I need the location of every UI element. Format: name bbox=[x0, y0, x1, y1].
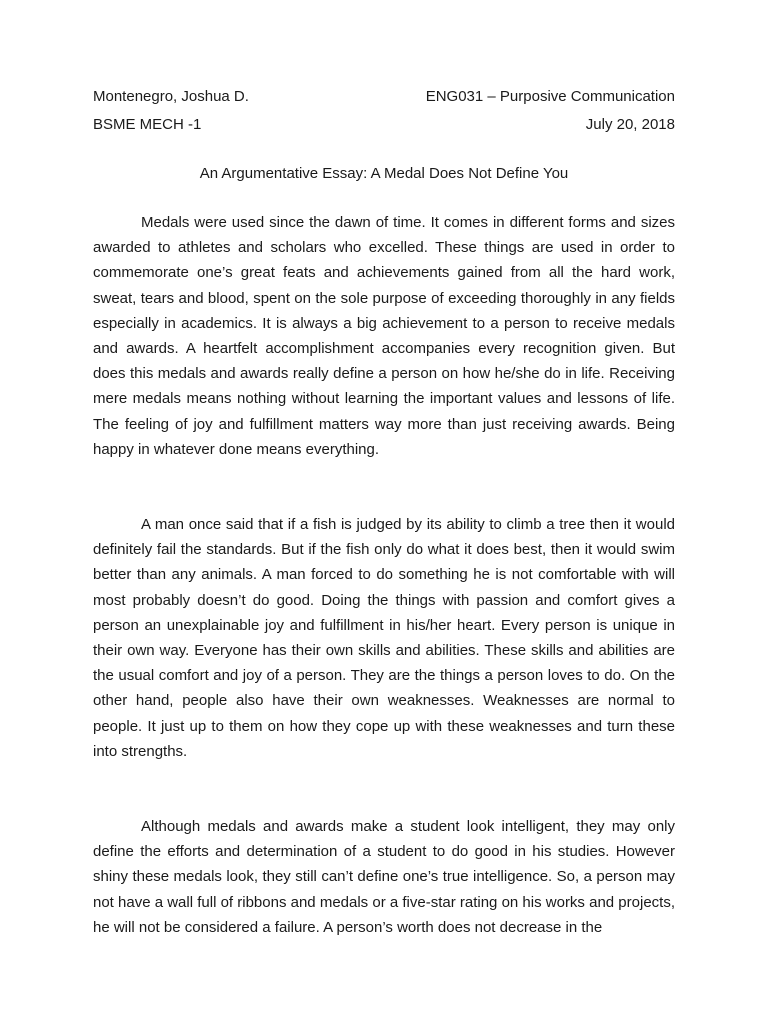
paragraph-3: Although medals and awards make a student look intelligent, they may only define the efforts and determination of a student to do good in his studies. However shiny these medals look, they still can’t define one’s true intelligence. So, a person may not have a wall full of ribbons and medals or a five-star rating on his works and projects, he will not be considered a failure. A person’s worth does not decrease in the bbox=[93, 818, 675, 936]
paragraph-1: Medals were used since the dawn of time. It comes in different forms and sizes awarded to athletes and scholars who excelled. These things are used in order to commemorate one’s great feats and achievements gained from all the hard work, sweat, tears and blood, spent on the sole purpose of exceeding thoroughly in any fields especially in academics. It is always a big achievement to a person to receive medals and awards. A heartfelt accomplishment accompanies every recognition given. But does this medals and awards really define a person on how he/she do in life. Receiving mere medals means nothing without learning the important values and lessons of life. The feeling of joy and fulfillment matters way more than just receiving awards. Being happy in whatever done means everything. bbox=[93, 214, 675, 458]
header-row-2 bbox=[93, 112, 675, 137]
essay-date: July 20, 2018 bbox=[585, 116, 675, 133]
course-name: ENG031 – Purposive Communication bbox=[425, 88, 675, 105]
header-row-1 bbox=[93, 84, 675, 109]
essay-title: An Argumentative Essay: A Medal Does Not Define You bbox=[199, 165, 569, 182]
section-name: BSME MECH -1 bbox=[93, 116, 202, 133]
paragraph-2: A man once said that if a fish is judged by its ability to climb a tree then it would definitely fail the standards. But if the fish only do what it does best, then it would swim better than any animals. A man forced to do something he is not comfortable with will most probably doesn’t do good. Doing the things with passion and comfort gives a person an unexplainable joy and fulfillment in his/her heart. Every person is unique in their own way. Everyone has their own skills and abilities. These skills and abilities are the usual comfort and joy of a person. They are the things a person loves to do. On the other hand, people also have their own weaknesses. Weaknesses are normal to people. It just up to them on how they cope up with these weaknesses and turn these into strengths. bbox=[93, 516, 675, 760]
document-page bbox=[93, 84, 675, 940]
author-name: Montenegro, Joshua D. bbox=[93, 88, 249, 105]
